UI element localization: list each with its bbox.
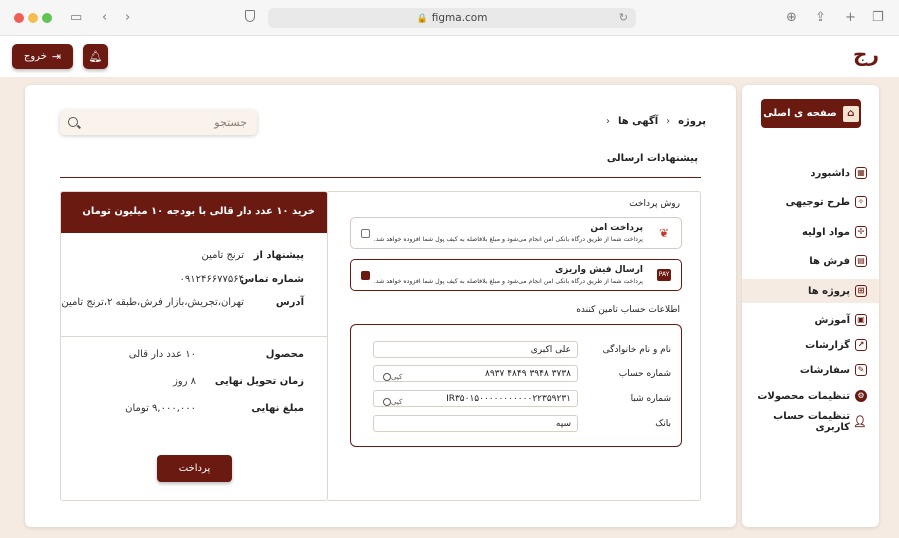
summary-label: مبلغ نهایی [251, 403, 304, 414]
home-button[interactable] [761, 99, 861, 128]
reload-icon[interactable]: ↻ [618, 11, 628, 24]
search-icon [68, 117, 78, 127]
sidebar-item-label: تنظیمات حساب کاربری [773, 411, 850, 433]
offer-card [60, 191, 328, 501]
copy-label: کپی [391, 398, 403, 406]
new-tab-icon[interactable]: + [845, 10, 856, 25]
option-desc: پرداخت شما از طریق درگاه بانکی امن انجام می‌شود و مبلغ بلافاصله به کیف پول شما افزوده خواهد شد. [373, 278, 643, 285]
wand-icon: ✧ [855, 196, 867, 208]
logout-icon: ⇥ [51, 50, 62, 63]
field-label: نام و نام خانوادگی [602, 345, 671, 355]
detail-value: ترنج تامین [201, 250, 244, 261]
reports-icon: ↗ [855, 339, 867, 351]
sidebar-item-label: پروژه ها [807, 285, 850, 297]
supplier-info-title: اطلاعات حساب تامین کننده [576, 305, 680, 315]
divider [60, 177, 701, 178]
field-value: علی اکبری [373, 341, 578, 358]
main-panel [25, 85, 736, 527]
search-input[interactable] [60, 110, 257, 135]
maximize-window-icon[interactable] [42, 13, 52, 23]
detail-value: تهران،تجریش،بازار فرش،طبقه ۲،ترنج تامین [61, 297, 244, 308]
copy-label: کپی [391, 373, 403, 381]
brand-logo: رج [853, 42, 879, 66]
bell-button[interactable] [83, 44, 108, 69]
sidebar-item-training[interactable] [742, 308, 879, 332]
field-value-text: ۳۷۳۸ ۳۹۴۸ ۴۸۴۹ ۸۹۳۷ [485, 369, 571, 379]
option-title: پرداخت امن [590, 223, 643, 233]
sidebar-item-label: فرش ها [809, 255, 850, 267]
summary-label: محصول [265, 349, 304, 360]
sidebar-item-carpets[interactable] [742, 249, 879, 273]
sidebar-item-label: طرح توجیهی [785, 196, 850, 208]
sidebar-toggle-icon[interactable]: ▭ [70, 10, 83, 25]
dashboard-icon: ▦ [855, 167, 867, 179]
option-checkbox[interactable] [361, 271, 370, 280]
detail-label: آدرس [275, 297, 304, 308]
sidebar [742, 85, 879, 527]
offer-title: خرید ۱۰ عدد دار قالی با بودجه ۱۰ میلیون تومان [61, 192, 327, 233]
field-row [351, 390, 683, 408]
url-text: figma.com [431, 12, 488, 24]
app [0, 37, 899, 538]
minimize-window-icon[interactable] [28, 13, 38, 23]
field-label: شماره حساب [618, 369, 671, 379]
field-row [351, 365, 683, 383]
copy-button[interactable] [380, 394, 402, 410]
option-desc: پرداخت شما از طریق درگاه بانکی امن انجام می‌شود و مبلغ بلافاصله به کیف پول شما افزوده خواهد شد. [373, 236, 643, 243]
payment-method-title: روش پرداخت [629, 199, 680, 209]
settings-icon: ⚙ [855, 390, 867, 402]
sidebar-item-label: تنظیمات محصولات [757, 390, 850, 402]
field-value [373, 365, 578, 382]
detail-label: پیشنهاد از [253, 250, 304, 261]
receipt-icon: PAY [657, 269, 671, 281]
top-bar [0, 37, 899, 77]
payment-option-secure[interactable] [350, 217, 682, 249]
sidebar-item-label: گزارشات [805, 339, 850, 351]
payment-panel [328, 191, 701, 501]
field-label: شماره شبا [630, 394, 671, 404]
breadcrumb-item-ads[interactable]: آگهی ها [618, 116, 659, 127]
pay-button[interactable]: پرداخت [157, 455, 232, 482]
supplier-info-box [350, 324, 682, 447]
divider [61, 336, 328, 337]
chevron-left-icon: ‹ [606, 116, 610, 127]
close-window-icon[interactable] [14, 13, 24, 23]
field-row [351, 415, 683, 433]
projects-icon: ⊞ [855, 285, 867, 297]
user-icon: 👤︎ [853, 415, 867, 428]
field-label: بانک [655, 419, 671, 429]
copy-icon [383, 398, 391, 406]
privacy-shield-icon[interactable] [245, 10, 255, 22]
logout-button[interactable] [12, 44, 73, 69]
sidebar-item-label: داشبورد [810, 167, 850, 179]
sidebar-item-materials[interactable] [742, 220, 879, 244]
sidebar-item-label: مواد اولیه [801, 226, 850, 238]
field-value [373, 390, 578, 407]
carpet-icon: ▤ [855, 255, 867, 267]
secure-pay-icon: ❦ [658, 226, 670, 240]
copy-button[interactable] [380, 369, 402, 385]
tabs-overview-icon[interactable]: ❐ [872, 10, 884, 25]
copy-icon [383, 373, 391, 381]
home-icon: ⌂ [843, 106, 859, 122]
field-value: سپه [373, 415, 578, 432]
sidebar-item-account-settings[interactable] [742, 410, 879, 434]
summary-value: ۱۰ عدد دار قالی [128, 349, 196, 360]
summary-value: ۸ روز [172, 376, 196, 387]
sidebar-item-plan[interactable] [742, 190, 879, 214]
browser-toolbar [0, 0, 899, 36]
back-icon[interactable]: ‹ [102, 10, 108, 25]
forward-icon[interactable]: › [125, 10, 131, 25]
chevron-left-icon: ‹ [666, 116, 671, 127]
bell-icon: 🔔︎ [88, 50, 103, 63]
breadcrumb [606, 116, 706, 127]
logout-label: خروج [23, 51, 47, 62]
training-icon: ▣ [855, 314, 867, 326]
address-bar[interactable] [268, 8, 636, 28]
lock-icon: 🔒 [416, 14, 428, 24]
option-title: ارسال فیش واریزی [555, 265, 643, 275]
section-title: پیشنهادات ارسالی [606, 153, 698, 164]
summary-label: زمان تحویل نهایی [214, 376, 304, 387]
materials-icon: ✢ [855, 226, 867, 238]
download-icon[interactable]: ⊕ [786, 10, 797, 25]
orders-icon: ✎ [855, 364, 867, 376]
summary-value: ۹,۰۰۰,۰۰۰ تومان [125, 403, 196, 414]
home-label: صفحه ی اصلی [763, 108, 837, 119]
sidebar-item-label: آموزش [814, 314, 850, 326]
sidebar-item-orders[interactable] [742, 358, 879, 382]
sidebar-item-product-settings[interactable] [742, 384, 879, 408]
field-row [351, 341, 683, 359]
search-placeholder: جستجو [214, 116, 247, 129]
sidebar-item-reports[interactable] [742, 333, 879, 357]
sidebar-item-dashboard[interactable] [742, 161, 879, 185]
option-checkbox[interactable] [361, 229, 370, 238]
field-value-text: IR۳۵۰۱۵۰۰۰۰۰۰۰۰۰۰۰۲۲۳۵۹۲۳۱ [446, 394, 571, 404]
share-icon[interactable]: ⇪ [815, 10, 826, 25]
breadcrumb-item-project[interactable]: پروژه [678, 116, 706, 127]
sidebar-item-label: سفارشات [799, 364, 850, 376]
detail-label: شماره تماس [240, 274, 304, 285]
sidebar-item-projects[interactable] [742, 279, 879, 303]
detail-value: ۰۹۱۲۴۶۶۷۷۵۶۴ [179, 274, 244, 285]
payment-option-receipt[interactable] [350, 259, 682, 291]
